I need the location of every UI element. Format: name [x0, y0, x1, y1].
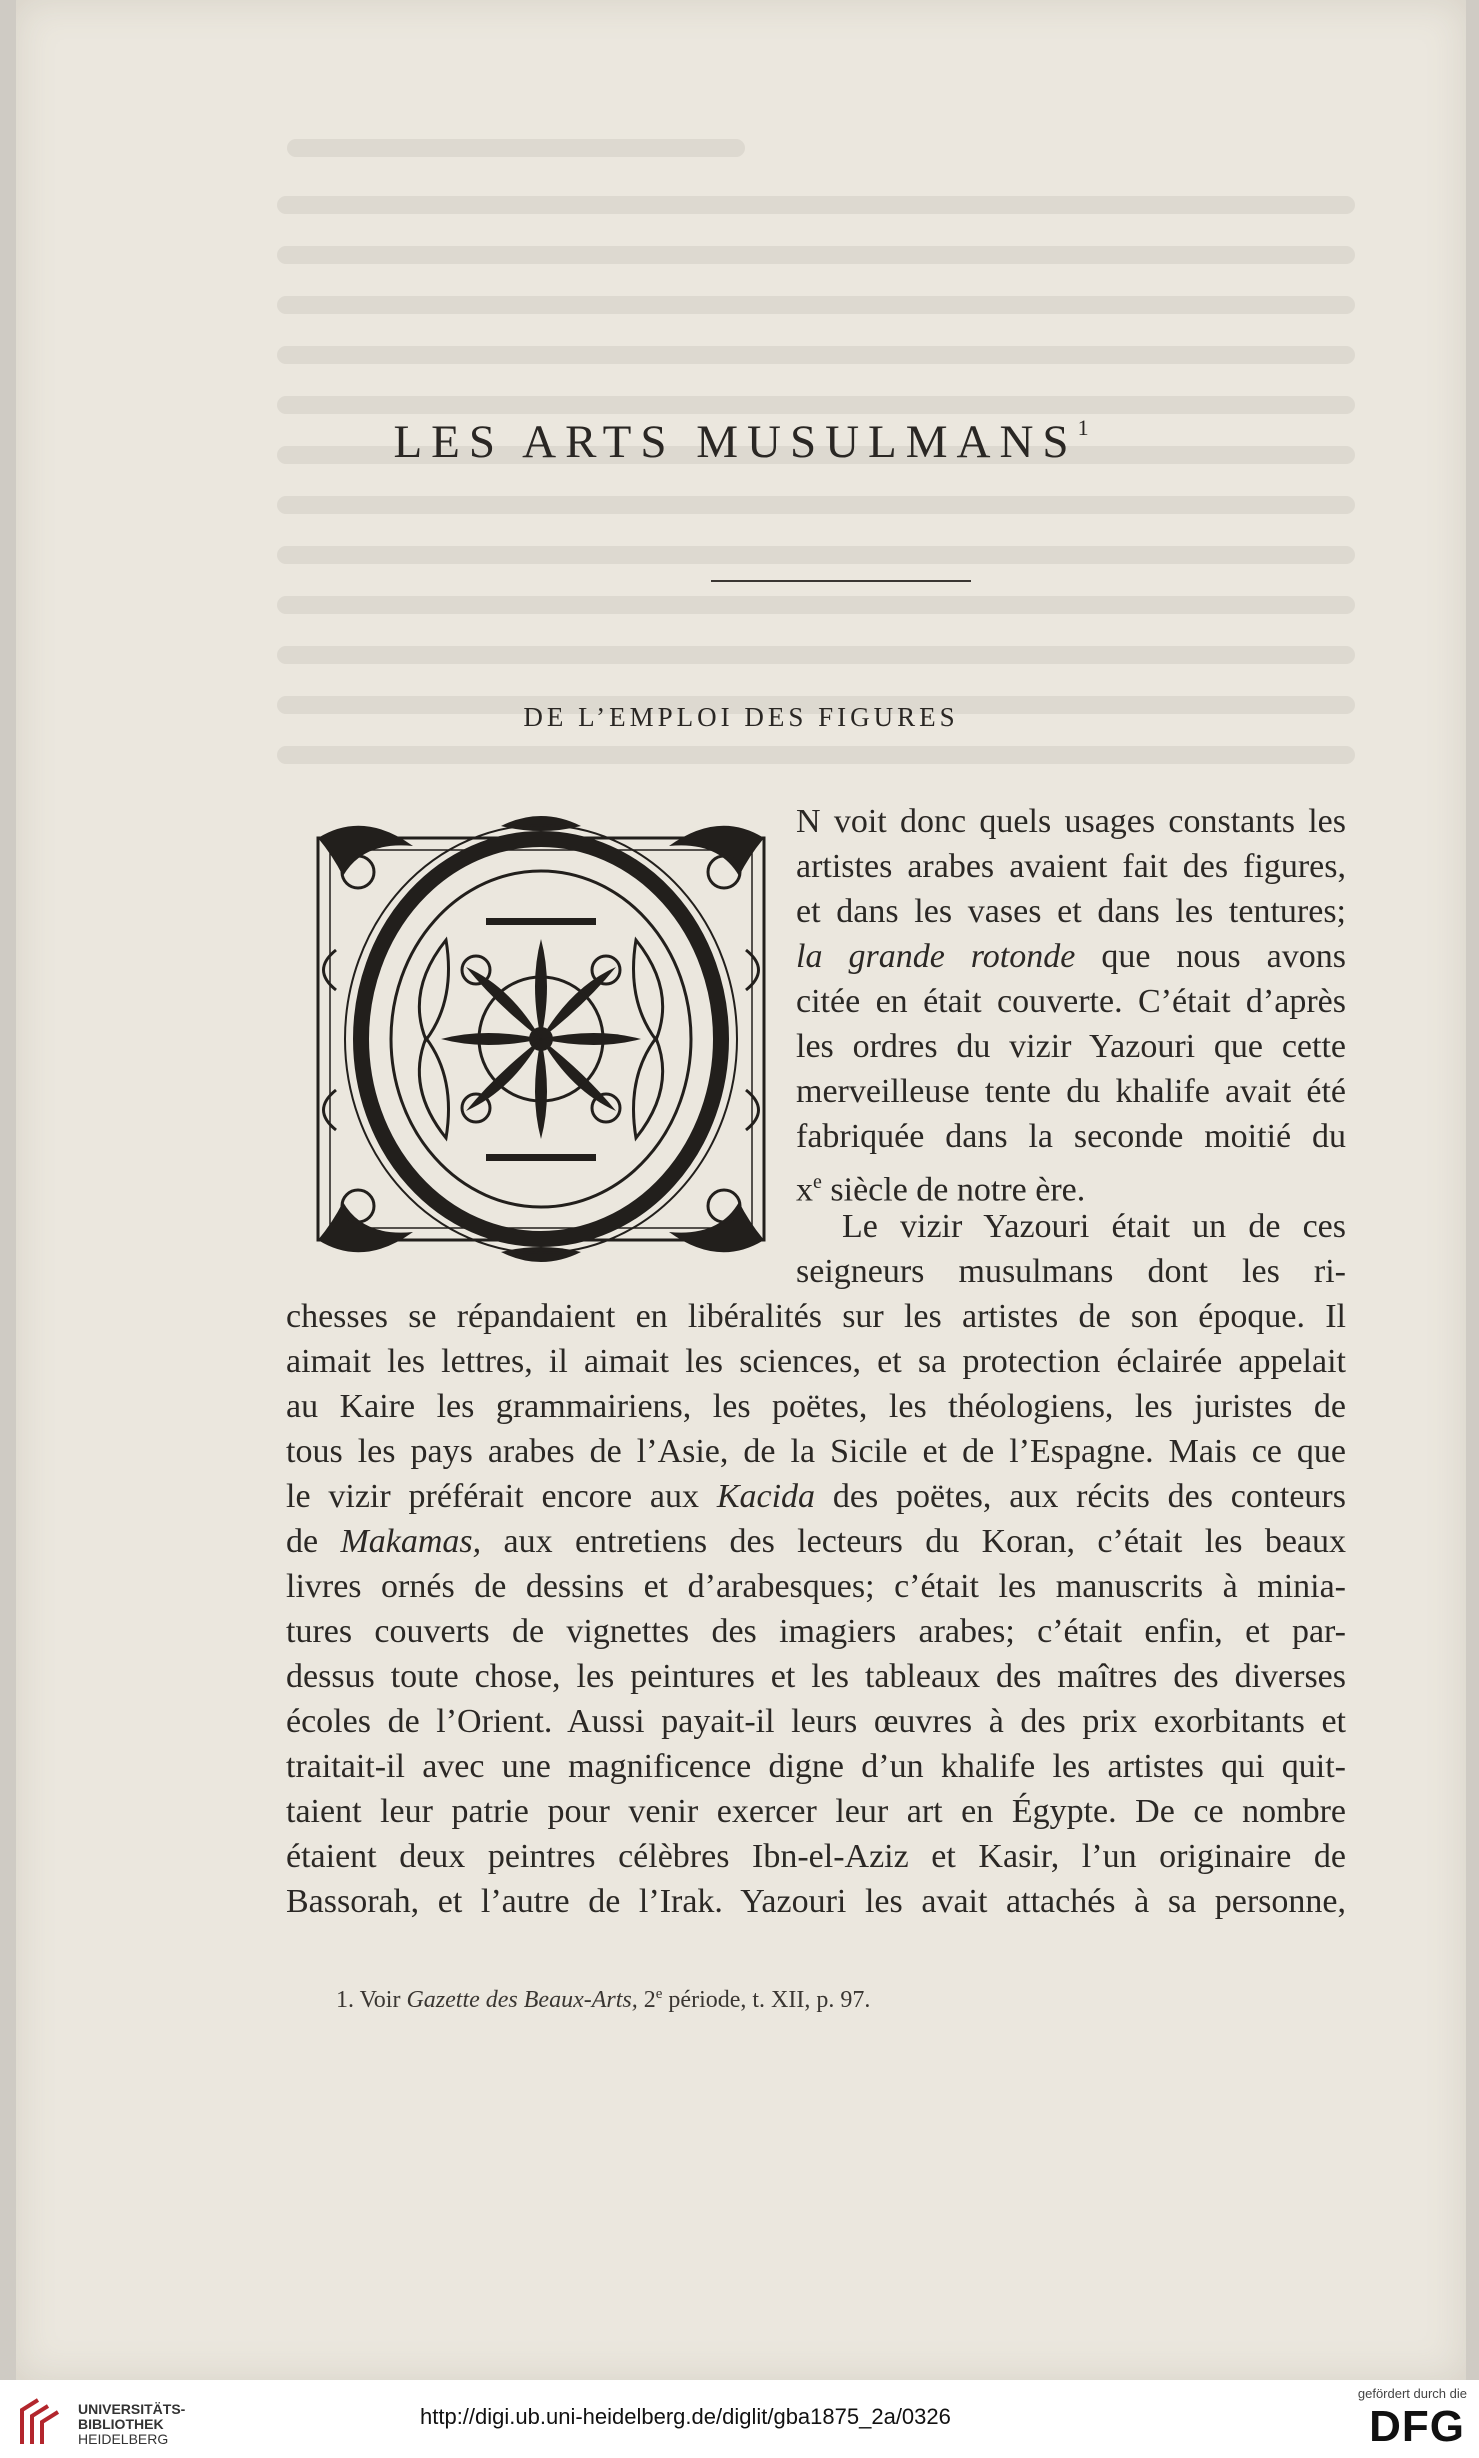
institution-name [78, 2402, 185, 2447]
footnote-number: 1 [336, 1987, 348, 2013]
text-line-18-text: livres ornés de dessins et d’arabesques; c’était les manuscrits à minia- [286, 1568, 1346, 1605]
text-line-6-text: les ordres du vizir Yazouri que cette [796, 1028, 1346, 1065]
text-line-2-text: artistes arabes avaient fait des figures, [796, 848, 1346, 885]
book-page [16, 0, 1466, 2380]
title-footnote-mark: 1 [1077, 415, 1089, 440]
text-line-9-sup: e [813, 1171, 822, 1193]
ornamental-initial-o-icon [296, 800, 786, 1280]
bleed-through-text [16, 0, 1466, 820]
text-line-21 [286, 1702, 1346, 1742]
page-title [16, 415, 1466, 469]
footnote-sup: e [655, 1986, 663, 2002]
text-line-17-rest: aux entretiens des lecteurs du Koran, c’était les beaux [481, 1523, 1346, 1560]
text-line-17-italic: Makamas, [340, 1523, 482, 1560]
footnote-journal: Gazette des Beaux-Arts, [406, 1987, 638, 2013]
university-library-logo-icon [16, 2396, 66, 2448]
text-line-15-text: tous les pays arabes de l’Asie, de la Sicile et de l’Espagne. Mais ce que [286, 1433, 1346, 1470]
text-line-20-text: dessus toute chose, les peintures et les tableaux des maîtres des diverses [286, 1658, 1346, 1695]
text-line-16 [286, 1477, 1346, 1517]
text-line-25 [286, 1882, 1346, 1922]
text-line-9-rest: siècle de notre ère. [821, 1171, 1086, 1209]
text-line-7-text: merveilleuse tente du khalife avait été [796, 1073, 1346, 1110]
footer-bar [0, 2380, 1479, 2458]
text-line-6 [796, 1027, 1346, 1067]
text-line-25-text: Bassorah, et l’autre de l’Irak. Yazouri les avait attachés à sa personne, [286, 1883, 1346, 1920]
text-line-9-text: x [796, 1171, 813, 1209]
text-line-15 [286, 1432, 1346, 1472]
text-line-17-text: de [286, 1523, 341, 1560]
text-line-12 [286, 1297, 1346, 1337]
text-line-11 [796, 1252, 1346, 1292]
text-line-13-text: aimait les lettres, il aimait les sciences, et sa protection éclairée appelait [286, 1343, 1346, 1380]
section-subtitle: DE L’EMPLOI DES FIGURES [523, 702, 959, 732]
text-line-16-rest: des poëtes, aux récits des conteurs [815, 1478, 1346, 1515]
text-line-8-text: fabriquée dans la seconde moitié du [796, 1118, 1346, 1155]
text-line-24-text: étaient deux peintres célèbres Ibn-el-Aziz et Kasir, l’un originaire de [286, 1838, 1346, 1875]
text-line-4-italic: la grande rotonde [796, 938, 1076, 975]
text-line-7 [796, 1072, 1346, 1112]
text-line-10 [842, 1207, 1346, 1247]
text-line-9 [796, 1162, 1085, 1210]
text-line-8 [796, 1117, 1346, 1157]
text-line-3 [796, 892, 1346, 932]
text-line-11-text: seigneurs musulmans dont les ri- [796, 1253, 1346, 1290]
text-line-4 [796, 937, 1346, 977]
title-divider [711, 580, 971, 582]
footnote [336, 1986, 870, 2014]
text-line-12-text: chesses se répandaient en libéralités sur les artistes de son époque. Il [286, 1298, 1346, 1335]
text-line-19-text: tures couverts de vignettes des imagiers arabes; c’était enfin, et par- [286, 1613, 1346, 1650]
text-line-16-text: le vizir préférait encore aux [286, 1478, 717, 1515]
text-line-3-text: et dans les vases et dans les tentures; [796, 893, 1346, 930]
text-line-5-text: citée en était couverte. C’était d’après [796, 983, 1346, 1020]
institution-line-1: UNIVERSITÄTS- [78, 2401, 186, 2417]
text-line-21-text: écoles de l’Orient. Aussi payait-il leurs œuvres à des prix exorbitants et [286, 1703, 1346, 1740]
text-line-23-text: taient leur patrie pour venir exercer leur art en Égypte. De ce nombre [286, 1793, 1346, 1830]
institution-line-2: BIBLIOTHEK [78, 2416, 164, 2432]
text-line-23 [286, 1792, 1346, 1832]
source-url-link[interactable]: http://digi.ub.uni-heidelberg.de/diglit/gba1875_2a/0326 [420, 2404, 951, 2429]
text-line-16-italic: Kacida [716, 1478, 816, 1515]
text-line-14 [286, 1387, 1346, 1427]
text-line-19 [286, 1612, 1346, 1652]
funded-by-label: gefördert durch die [1357, 2386, 1467, 2401]
text-line-1-text: N voit donc quels usages constants les [796, 803, 1346, 840]
institution-line-3: HEIDELBERG [78, 2431, 169, 2447]
text-line-22 [286, 1747, 1346, 1787]
text-line-18 [286, 1567, 1346, 1607]
page-title-text: LES ARTS MUSULMANS [393, 416, 1078, 468]
dfg-logo: DFG [1369, 2402, 1465, 2451]
text-line-13 [286, 1342, 1346, 1382]
text-line-2 [796, 847, 1346, 887]
text-line-10-text: Le vizir Yazouri était un de ces [842, 1208, 1346, 1245]
text-line-14-text: au Kaire les grammairiens, les poëtes, les théologiens, les juristes de [286, 1388, 1346, 1425]
text-line-1 [796, 802, 1346, 842]
footnote-text: . Voir [348, 1987, 407, 2013]
text-line-24 [286, 1837, 1346, 1877]
text-line-17 [286, 1522, 1346, 1562]
text-line-4-text: que nous avons [1075, 938, 1346, 975]
text-line-22-text: traitait-il avec une magnificence digne d’un khalife les artistes qui quit- [286, 1748, 1346, 1785]
text-line-20 [286, 1657, 1346, 1697]
footnote-text-3: période, t. XII, p. 97. [662, 1987, 871, 2013]
text-line-5 [796, 982, 1346, 1022]
footnote-text-2: 2 [637, 1987, 656, 2013]
